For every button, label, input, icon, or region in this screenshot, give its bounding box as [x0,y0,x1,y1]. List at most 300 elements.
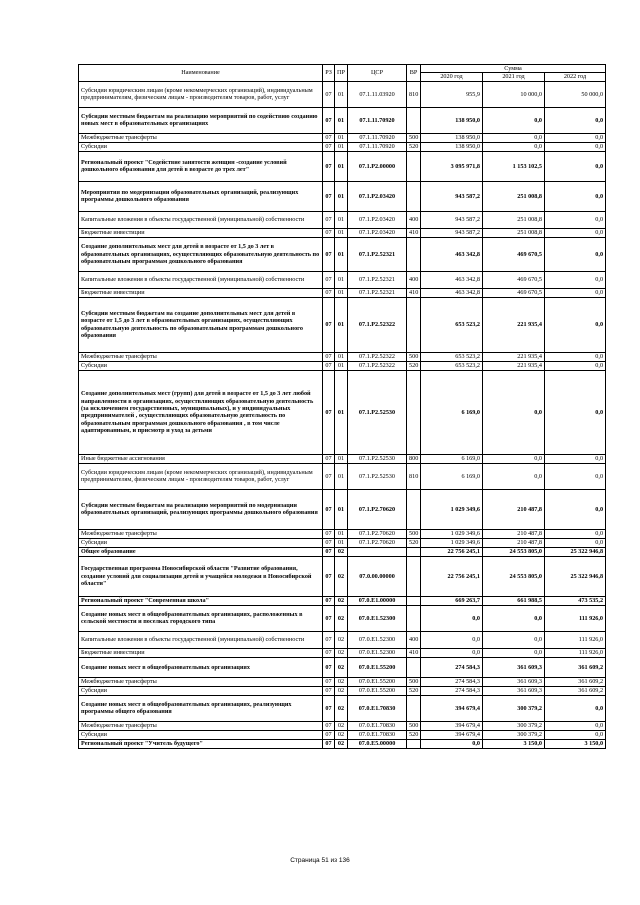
table-row [79,107,606,133]
cell-y2020: 1 029 349,6 [421,529,483,538]
table-row [79,142,606,151]
cell-name: Создание новых мест в общеобразовательных организациях, реализующих программы общего образования [79,695,323,721]
cell-y2020: 669 263,7 [421,596,483,605]
cell-rz: 07 [323,677,335,686]
cell-rz: 07 [323,538,335,547]
cell-y2020: 394 679,4 [421,695,483,721]
table-row [79,228,606,237]
cell-y2022: 50 000,0 [545,81,606,107]
cell-y2022: 361 609,2 [545,677,606,686]
cell-pr: 02 [335,686,348,695]
cell-csr: 07.0.E1.70830 [348,730,407,739]
cell-y2022: 0,0 [545,538,606,547]
cell-pr: 01 [335,151,348,181]
cell-y2021: 0,0 [483,370,545,454]
cell-y2021: 251 008,8 [483,181,545,211]
cell-y2021: 0,0 [483,648,545,657]
cell-name: Субсидии местным бюджетам на реализацию мероприятий по содействию созданию новых мест в образовательных организациях [79,107,323,133]
cell-rz: 07 [323,529,335,538]
cell-y2021: 210 487,8 [483,489,545,529]
cell-pr: 01 [335,454,348,463]
cell-vr: 520 [407,686,421,695]
cell-y2020: 138 950,0 [421,142,483,151]
table-row [79,463,606,489]
cell-y2021: 469 670,5 [483,237,545,271]
cell-y2021: 0,0 [483,133,545,142]
cell-y2022: 0,0 [545,237,606,271]
cell-y2020: 943 587,2 [421,228,483,237]
table-row [79,297,606,352]
cell-name: Государственная программа Новосибирской области "Развитие образования, создание условий для социализации детей и учащейся молодежи в Новосибирской области" [79,556,323,596]
table-row [79,352,606,361]
cell-y2022: 0,0 [545,489,606,529]
cell-name: Субсидии [79,142,323,151]
cell-y2020: 22 756 245,1 [421,556,483,596]
cell-y2020: 22 756 245,1 [421,547,483,556]
cell-pr: 02 [335,547,348,556]
cell-y2020: 463 342,8 [421,237,483,271]
cell-csr: 07.1.P2.52322 [348,297,407,352]
table-row [79,631,606,648]
cell-vr [407,297,421,352]
cell-y2021: 361 609,3 [483,677,545,686]
cell-pr: 01 [335,463,348,489]
table-row [79,686,606,695]
cell-y2022: 0,0 [545,181,606,211]
cell-csr: 07.0.E1.55200 [348,686,407,695]
cell-pr: 01 [335,361,348,370]
cell-pr: 01 [335,133,348,142]
cell-y2021: 221 935,4 [483,297,545,352]
cell-rz: 07 [323,81,335,107]
cell-y2022: 25 322 946,8 [545,547,606,556]
table-row [79,370,606,454]
cell-pr: 01 [335,271,348,288]
cell-vr: 400 [407,271,421,288]
cell-pr: 02 [335,721,348,730]
table-row [79,237,606,271]
cell-vr: 500 [407,352,421,361]
cell-y2021: 361 609,3 [483,686,545,695]
table-row [79,151,606,181]
cell-rz: 07 [323,463,335,489]
cell-y2021: 0,0 [483,454,545,463]
table-row [79,181,606,211]
cell-name: Межбюджетные трансферты [79,133,323,142]
cell-vr [407,107,421,133]
cell-rz: 07 [323,288,335,297]
cell-vr: 400 [407,631,421,648]
cell-y2021: 1 153 102,5 [483,151,545,181]
cell-y2022: 111 926,0 [545,648,606,657]
cell-name: Субсидии [79,361,323,370]
cell-y2021: 661 988,5 [483,596,545,605]
header-vr: ВР [407,65,421,82]
table-row [79,739,606,748]
cell-csr: 07.1.P2.52321 [348,237,407,271]
cell-name: Создание новых мест в общеобразовательных организациях, расположенных в сельской местности и поселках городского типа [79,605,323,631]
cell-rz: 07 [323,107,335,133]
cell-name: Региональный проект "Современная школа" [79,596,323,605]
cell-rz: 07 [323,228,335,237]
cell-y2022: 361 609,2 [545,686,606,695]
cell-name: Субсидии юридическим лицам (кроме некоммерческих организаций), индивидуальным предпринимателям, физическим лицам - производителям товаров, работ, услуг [79,81,323,107]
cell-y2020: 653 523,2 [421,352,483,361]
table-row [79,695,606,721]
table-row [79,648,606,657]
cell-y2021: 251 008,8 [483,211,545,228]
cell-pr: 02 [335,739,348,748]
cell-y2021: 0,0 [483,463,545,489]
cell-rz: 07 [323,211,335,228]
cell-y2022: 0,0 [545,529,606,538]
cell-name: Создание новых мест в общеобразовательных организациях [79,657,323,677]
cell-y2021: 210 487,8 [483,529,545,538]
cell-y2020: 943 587,2 [421,181,483,211]
cell-y2022: 0,0 [545,730,606,739]
table-header [79,65,606,82]
cell-vr [407,739,421,748]
cell-y2022: 0,0 [545,361,606,370]
cell-pr: 01 [335,352,348,361]
table-row [79,81,606,107]
cell-y2021: 221 935,4 [483,352,545,361]
cell-rz: 07 [323,489,335,529]
table-row [79,538,606,547]
cell-y2021: 24 553 805,0 [483,547,545,556]
cell-y2020: 0,0 [421,648,483,657]
cell-vr: 410 [407,648,421,657]
cell-y2022: 473 535,2 [545,596,606,605]
cell-y2022: 0,0 [545,370,606,454]
table-body [79,81,606,748]
cell-rz: 07 [323,730,335,739]
cell-y2022: 0,0 [545,288,606,297]
budget-table [78,64,606,749]
cell-pr: 02 [335,631,348,648]
cell-name: Субсидии [79,538,323,547]
cell-y2020: 3 095 971,8 [421,151,483,181]
cell-y2022: 3 150,0 [545,739,606,748]
header-sum: Сумма [421,65,606,73]
header-2021: 2021 год [483,73,545,81]
cell-pr: 01 [335,288,348,297]
cell-csr: 07.1.P2.52322 [348,352,407,361]
cell-pr: 01 [335,237,348,271]
cell-name: Иные бюджетные ассигнования [79,454,323,463]
cell-y2021: 300 379,2 [483,730,545,739]
cell-rz: 07 [323,596,335,605]
cell-name: Бюджетные инвестиции [79,288,323,297]
cell-vr [407,605,421,631]
cell-pr: 01 [335,529,348,538]
cell-name: Межбюджетные трансферты [79,721,323,730]
cell-name: Капитальные вложения в объекты государственной (муниципальной) собственности [79,271,323,288]
cell-pr: 01 [335,142,348,151]
cell-rz: 07 [323,361,335,370]
cell-pr: 01 [335,107,348,133]
cell-csr: 07.1.P2.52321 [348,271,407,288]
cell-y2021: 10 000,0 [483,81,545,107]
page-number: Страница 51 из 136 [290,857,350,864]
cell-y2020: 138 950,0 [421,107,483,133]
cell-csr: 07.1.P2.52530 [348,463,407,489]
cell-vr [407,151,421,181]
cell-vr [407,657,421,677]
cell-rz: 07 [323,631,335,648]
table-row [79,271,606,288]
cell-csr: 07.1.11.70920 [348,107,407,133]
cell-name: Субсидии местным бюджетам на создание дополнительных мест для детей в возрасте от 1,5 до 3 лет в образовательных организациях, осуществляющих образовательную деятельность по образовательным программам дошкольного образования [79,297,323,352]
cell-y2020: 943 587,2 [421,211,483,228]
cell-rz: 07 [323,454,335,463]
cell-rz: 07 [323,547,335,556]
cell-rz: 07 [323,133,335,142]
cell-y2021: 0,0 [483,142,545,151]
cell-y2020: 6 169,0 [421,454,483,463]
cell-csr: 07.0.E1.55200 [348,677,407,686]
cell-vr: 500 [407,529,421,538]
cell-csr: 07.0.E1.70830 [348,695,407,721]
cell-csr: 07.0.E1.55200 [348,657,407,677]
cell-csr [348,547,407,556]
cell-y2022: 111 926,0 [545,631,606,648]
cell-name: Бюджетные инвестиции [79,648,323,657]
cell-pr: 02 [335,596,348,605]
cell-rz: 07 [323,297,335,352]
cell-name: Общее образование [79,547,323,556]
cell-vr: 500 [407,133,421,142]
cell-rz: 07 [323,556,335,596]
cell-vr [407,556,421,596]
cell-name: Межбюджетные трансферты [79,352,323,361]
cell-csr: 07.1.P2.52530 [348,370,407,454]
header-rz: РЗ [323,65,335,82]
cell-y2022: 0,0 [545,695,606,721]
cell-y2021: 3 150,0 [483,739,545,748]
table-row [79,288,606,297]
cell-csr: 07.0.E1.52300 [348,648,407,657]
cell-pr: 01 [335,370,348,454]
cell-y2020: 1 029 349,6 [421,489,483,529]
cell-rz: 07 [323,181,335,211]
cell-name: Создание дополнительных мест для детей в возрасте от 1,5 до 3 лет в образовательных организациях, осуществляющих образовательную деятельность по образовательным программам дошкольного образования [79,237,323,271]
cell-csr: 07.1.11.03920 [348,81,407,107]
cell-y2020: 394 679,4 [421,730,483,739]
cell-name: Субсидии [79,730,323,739]
cell-y2020: 463 342,8 [421,271,483,288]
cell-vr [407,370,421,454]
cell-y2021: 300 379,2 [483,695,545,721]
cell-pr: 02 [335,657,348,677]
cell-name: Создание дополнительных мест (групп) для детей в возрасте от 1,5 до 3 лет любой направленности в организациях, осуществляющих образовательную деятельность (за исключением государственных, муниципальных), и у индивидуальных предпринимателей , осуществляющих образовательную деятельность по образовательным программам дошкольного образования , в том числе адаптированным, и присмотр и уход за детьми [79,370,323,454]
header-name: Наименование [79,65,323,82]
cell-y2020: 955,9 [421,81,483,107]
cell-vr: 810 [407,81,421,107]
cell-pr: 01 [335,81,348,107]
cell-vr: 500 [407,677,421,686]
table-row [79,657,606,677]
header-2020: 2020 год [421,73,483,81]
cell-pr: 01 [335,538,348,547]
cell-csr: 07.1.P2.70620 [348,489,407,529]
cell-y2022: 361 609,2 [545,657,606,677]
cell-rz: 07 [323,142,335,151]
cell-pr: 01 [335,211,348,228]
cell-csr: 07.1.P2.70620 [348,538,407,547]
cell-y2020: 1 029 349,6 [421,538,483,547]
cell-name: Региональный проект "Содействие занятости женщин -создание условий дошкольного образования для детей в возрасте до трех лет" [79,151,323,181]
cell-pr: 02 [335,648,348,657]
cell-y2022: 25 322 946,8 [545,556,606,596]
cell-rz: 07 [323,739,335,748]
cell-y2021: 24 553 805,0 [483,556,545,596]
cell-vr [407,237,421,271]
cell-y2021: 210 487,8 [483,538,545,547]
cell-pr: 01 [335,297,348,352]
cell-y2020: 394 679,4 [421,721,483,730]
cell-name: Бюджетные инвестиции [79,228,323,237]
cell-y2022: 111 926,0 [545,605,606,631]
table-row [79,361,606,370]
cell-y2020: 0,0 [421,631,483,648]
table-row [79,721,606,730]
cell-y2021: 251 008,8 [483,228,545,237]
cell-rz: 07 [323,237,335,271]
table-row [79,133,606,142]
cell-vr: 410 [407,228,421,237]
table-row [79,556,606,596]
cell-y2022: 0,0 [545,463,606,489]
cell-vr [407,695,421,721]
cell-name: Межбюджетные трансферты [79,677,323,686]
table-row [79,605,606,631]
cell-y2022: 0,0 [545,228,606,237]
cell-y2021: 0,0 [483,605,545,631]
cell-y2022: 0,0 [545,297,606,352]
cell-rz: 07 [323,657,335,677]
table-row [79,677,606,686]
cell-rz: 07 [323,605,335,631]
cell-y2020: 0,0 [421,605,483,631]
cell-vr [407,596,421,605]
cell-csr: 07.0.E1.70830 [348,721,407,730]
cell-y2020: 274 584,3 [421,657,483,677]
cell-vr: 410 [407,288,421,297]
cell-y2021: 361 609,3 [483,657,545,677]
cell-csr: 07.1.P2.52321 [348,288,407,297]
cell-name: Капитальные вложения в объекты государственной (муниципальной) собственности [79,211,323,228]
cell-y2022: 0,0 [545,721,606,730]
cell-name: Региональный проект "Учитель будущего" [79,739,323,748]
table-row [79,529,606,538]
cell-csr: 07.0.E1.52300 [348,631,407,648]
cell-y2021: 0,0 [483,631,545,648]
cell-y2020: 463 342,8 [421,288,483,297]
cell-name: Субсидии местным бюджетам на реализацию мероприятий по модернизации образовательных организаций, реализующих программы дошкольного образования [79,489,323,529]
cell-y2022: 0,0 [545,133,606,142]
cell-vr [407,547,421,556]
table-row [79,730,606,739]
cell-vr: 400 [407,211,421,228]
cell-rz: 07 [323,352,335,361]
header-csr: ЦСР [348,65,407,82]
cell-csr: 07.0.E5.00000 [348,739,407,748]
table-row [79,454,606,463]
cell-csr: 07.1.P2.03420 [348,181,407,211]
cell-rz: 07 [323,648,335,657]
table-row [79,489,606,529]
cell-rz: 07 [323,686,335,695]
cell-y2020: 274 584,3 [421,677,483,686]
cell-y2020: 6 169,0 [421,463,483,489]
cell-y2020: 653 523,2 [421,361,483,370]
cell-y2020: 0,0 [421,739,483,748]
cell-csr: 07.1.11.70920 [348,133,407,142]
table-row [79,211,606,228]
cell-csr: 07.1.P2.00000 [348,151,407,181]
cell-y2021: 300 379,2 [483,721,545,730]
cell-csr: 07.1.P2.03420 [348,211,407,228]
cell-pr: 01 [335,489,348,529]
cell-y2022: 0,0 [545,271,606,288]
cell-name: Субсидии [79,686,323,695]
table-row [79,547,606,556]
cell-vr [407,489,421,529]
cell-csr: 07.1.P2.52530 [348,454,407,463]
cell-csr: 07.0.E1.52300 [348,605,407,631]
cell-y2021: 469 670,5 [483,271,545,288]
cell-vr: 800 [407,454,421,463]
cell-rz: 07 [323,271,335,288]
cell-pr: 02 [335,677,348,686]
cell-pr: 02 [335,730,348,739]
cell-y2021: 221 935,4 [483,361,545,370]
cell-vr: 500 [407,721,421,730]
header-pr: ПР [335,65,348,82]
cell-rz: 07 [323,370,335,454]
header-2022: 2022 год [545,73,606,81]
cell-csr: 07.1.11.70920 [348,142,407,151]
cell-pr: 01 [335,228,348,237]
cell-name: Мероприятия по модернизации образовательных организаций, реализующих программы дошкольного образования [79,181,323,211]
cell-pr: 02 [335,556,348,596]
cell-vr: 520 [407,361,421,370]
cell-y2020: 653 523,2 [421,297,483,352]
cell-pr: 01 [335,181,348,211]
cell-pr: 02 [335,695,348,721]
cell-y2022: 0,0 [545,151,606,181]
cell-csr: 07.1.P2.70620 [348,529,407,538]
cell-csr: 07.1.P2.52322 [348,361,407,370]
cell-y2021: 469 670,5 [483,288,545,297]
table-row [79,596,606,605]
cell-y2022: 0,0 [545,352,606,361]
cell-csr: 07.0.E1.00000 [348,596,407,605]
cell-y2022: 0,0 [545,211,606,228]
cell-y2020: 274 584,3 [421,686,483,695]
cell-y2022: 0,0 [545,107,606,133]
cell-y2020: 6 169,0 [421,370,483,454]
cell-name: Субсидии юридическим лицам (кроме некоммерческих организаций), индивидуальным предпринимателям, физическим лицам - производителям товаров, работ, услуг [79,463,323,489]
cell-pr: 02 [335,605,348,631]
cell-rz: 07 [323,695,335,721]
cell-vr [407,181,421,211]
cell-y2022: 0,0 [545,454,606,463]
cell-y2020: 138 950,0 [421,133,483,142]
cell-rz: 07 [323,151,335,181]
cell-vr: 520 [407,142,421,151]
